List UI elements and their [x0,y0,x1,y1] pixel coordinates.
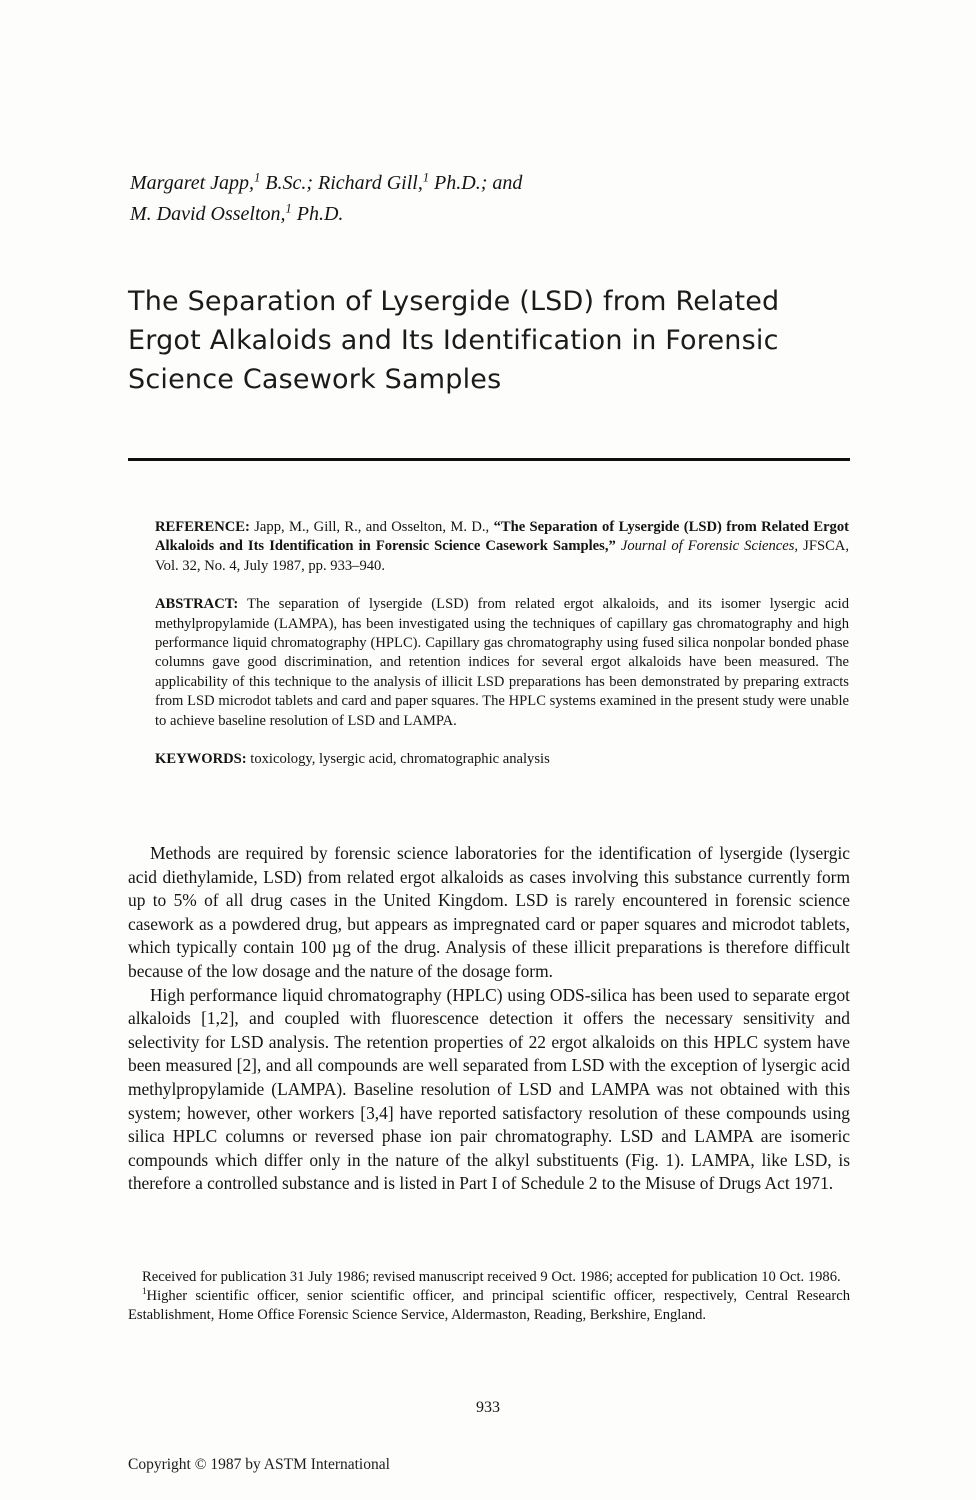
affiliation-footnote-text: Higher scientific officer, senior scientific officer, and principal scientific officer, respectively, Central Research Establishment, Home Office Forensic Science Service, Aldermaston, Reading, Berkshire, England. [128,1288,850,1324]
article-body [128,842,850,1196]
author-name-3: M. David Osselton, [130,203,286,225]
reference-label: REFERENCE: [155,519,250,535]
body-paragraph-2: High performance liquid chromatography (HPLC) using ODS-silica has been used to separate ergot alkaloids [1,2], and coupled with fluorescence detection it offers the necessary sensitivity and selectivity for LSD analysis. The retention properties of 22 ergot alkaloids on this HPLC system have been measured [2], and all compounds are well separated from LSD with the exception of lysergic acid methylpropylamide (LAMPA). Baseline resolution of LSD and LAMPA was not obtained with this system; however, other workers [3,4] have reported satisfactory resolution of these compounds using silica HPLC columns or reversed phase ion pair chromatography. LSD and LAMPA are isomeric compounds which differ only in the nature of the alkyl substituents (Fig. 1). LAMPA, like LSD, is therefore a controlled substance and is listed in Part I of Schedule 2 to the Misuse of Drugs Act 1971. [128,984,850,1194]
reference-paragraph [155,518,849,576]
keywords-label: KEYWORDS: [155,751,247,768]
abstract-text: The separation of lysergide (LSD) from related ergot alkaloids, and its isomer lysergic acid methylpropylamide (LAMPA), has been investigated using the techniques of capillary gas chromatography and high performance liquid chromatography (HPLC). Capillary gas chromatography using fused silica nonpolar bonded phase columns gave good discrimination, and retention indices for several ergot alkaloids have been measured. The applicability of this technique to the analysis of illicit LSD preparations has been demonstrated by preparing extracts from LSD microdot tablets and card and paper squares. The HPLC systems examined in the present study were unable to achieve baseline resolution of LSD and LAMPA. [155,596,849,729]
affiliation-superscript: 1 [422,170,430,185]
footnote-block [128,1268,850,1326]
body-paragraph-1: Methods are required by forensic science laboratories for the identification of lysergide (lysergic acid diethylamide, LSD) from related ergot alkaloids as cases involving this substance currently form up to 5% of all drug cases in the United Kingdom. LSD is rarely encountered in forensic science casework as a powdered drug, but appears as impregnated card or paper squares and microdot tablets, which typically contain 100 µg of the drug. Analysis of these illicit preparations is therefore difficult because of the low dosage and the nature of the dosage form. [128,843,850,981]
keywords-text: toxicology, lysergic acid, chromatographic analysis [246,751,550,768]
affiliation-footnote [128,1287,850,1325]
abstract-label: ABSTRACT: [155,596,239,613]
page-number: 933 [476,1399,500,1416]
author-block [130,168,830,230]
author-name-1: Margaret Japp, [130,172,255,194]
abstract-section [155,518,849,788]
reference-citation-authors: Japp, M., Gill, R., and Osselton, M. D., [249,519,494,535]
copyright-line: Copyright © 1987 by ASTM International [128,1456,390,1473]
article-title: The Separation of Lysergide (LSD) from Related Ergot Alkaloids and Its Identification in Forensic Science Casework Samples [128,286,780,395]
author-degrees-3: Ph.D. [291,203,344,225]
received-dates-footnote: Received for publication 31 July 1986; revised manuscript received 9 Oct. 1986; accepted for publication 10 Oct. 1986. [142,1269,841,1285]
author-degrees-2: Ph.D.; and [429,172,523,194]
title-divider-rule [128,458,850,461]
affiliation-superscript: 1 [142,1286,147,1297]
author-degrees-1: B.Sc.; Richard Gill, [260,172,423,194]
affiliation-superscript: 1 [254,170,261,185]
affiliation-superscript: 1 [285,201,292,216]
reference-citation-title: “The Separation of Lysergide (LSD) from Related Ergot Alkaloids and Its Identification in Forensic Science Casework Samples,” [155,519,849,555]
reference-citation-volume: JFSCA, Vol. 32, No. 4, July 1987, pp. 933–940. [155,538,849,574]
abstract-paragraph [155,595,849,731]
keywords-paragraph [155,750,849,769]
reference-citation-journal: Journal of Forensic Sciences, [615,538,799,555]
